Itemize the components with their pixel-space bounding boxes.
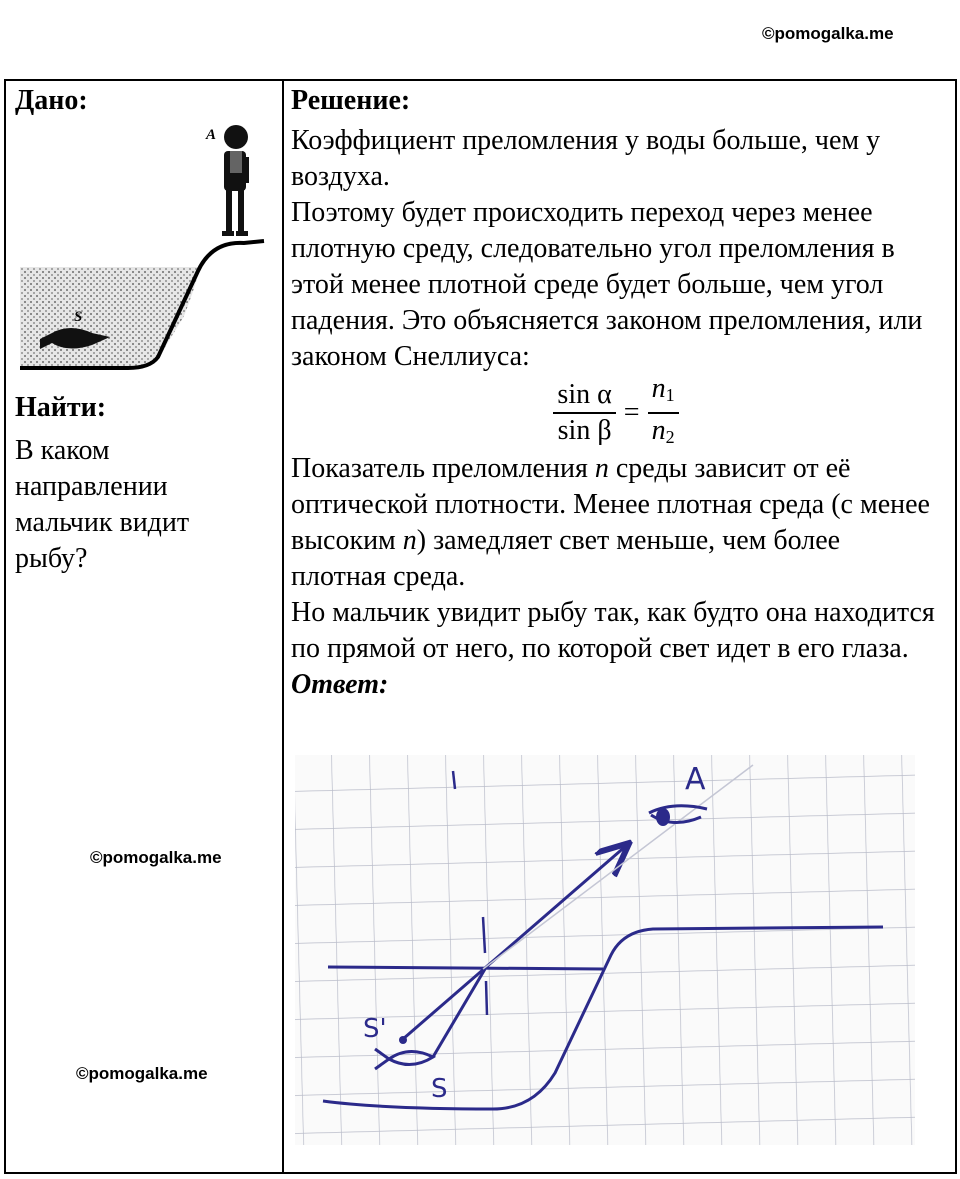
eye-label: A: [685, 762, 706, 797]
formula-sin-beta: sin β: [557, 415, 612, 446]
snell-formula: [291, 375, 941, 451]
column-divider: [282, 81, 284, 1172]
given-heading: Дано:: [15, 85, 88, 116]
formula-sin-alpha: sin α: [557, 379, 612, 410]
boy-figure: [222, 125, 249, 236]
solution-heading: Решение:: [291, 85, 411, 116]
fish-label: S: [431, 1074, 448, 1104]
watermark-bottom: ©pomogalka.me: [76, 1064, 208, 1083]
question-text: В каком направлении мальчик видит рыбу?: [15, 435, 190, 574]
formula-n2: $n_2$: [651, 415, 675, 447]
answer-figure: [293, 753, 918, 1148]
water-area: [20, 267, 200, 368]
watermark-top: ©pomogalka.me: [762, 24, 894, 43]
boy-label: A: [206, 127, 217, 143]
water-surface-line: [328, 967, 603, 969]
given-figure: [18, 121, 276, 386]
solution-paragraph-1: Коэффициент преломления у воды больше, чем у воздуха.: [291, 125, 881, 192]
solution-paragraph-2: Поэтому будет происходить переход через менее плотную среду, следовательно угол преломления в этой менее плотной среде будет больше, чем угол падения. Это объясняется законом преломления, или законом Снеллиуса:: [291, 197, 923, 372]
solution-table: [4, 79, 957, 1174]
solution-paragraph-4: Но мальчик увидит рыбу так, как будто она находится по прямой от него, по которой свет идет в его глаза.: [291, 597, 935, 664]
solution-body: [291, 123, 941, 703]
watermark-middle: ©pomogalka.me: [90, 848, 222, 867]
formula-n1: $n_1$: [651, 373, 675, 405]
formula-left-fraction: [553, 378, 615, 448]
formula-right-fraction: [648, 372, 679, 454]
formula-equals: =: [623, 397, 640, 428]
fish-label: S: [74, 309, 83, 325]
solution-paragraph-3: Показатель преломления n среды зависит от её оптической плотности. Менее плотная среда (с менее высоким n) замедляет свет меньше, чем более плотная среда.: [291, 453, 930, 592]
answer-heading: Ответ:: [291, 669, 389, 700]
find-heading: Найти:: [15, 392, 107, 423]
apparent-fish-label: S': [363, 1014, 387, 1044]
